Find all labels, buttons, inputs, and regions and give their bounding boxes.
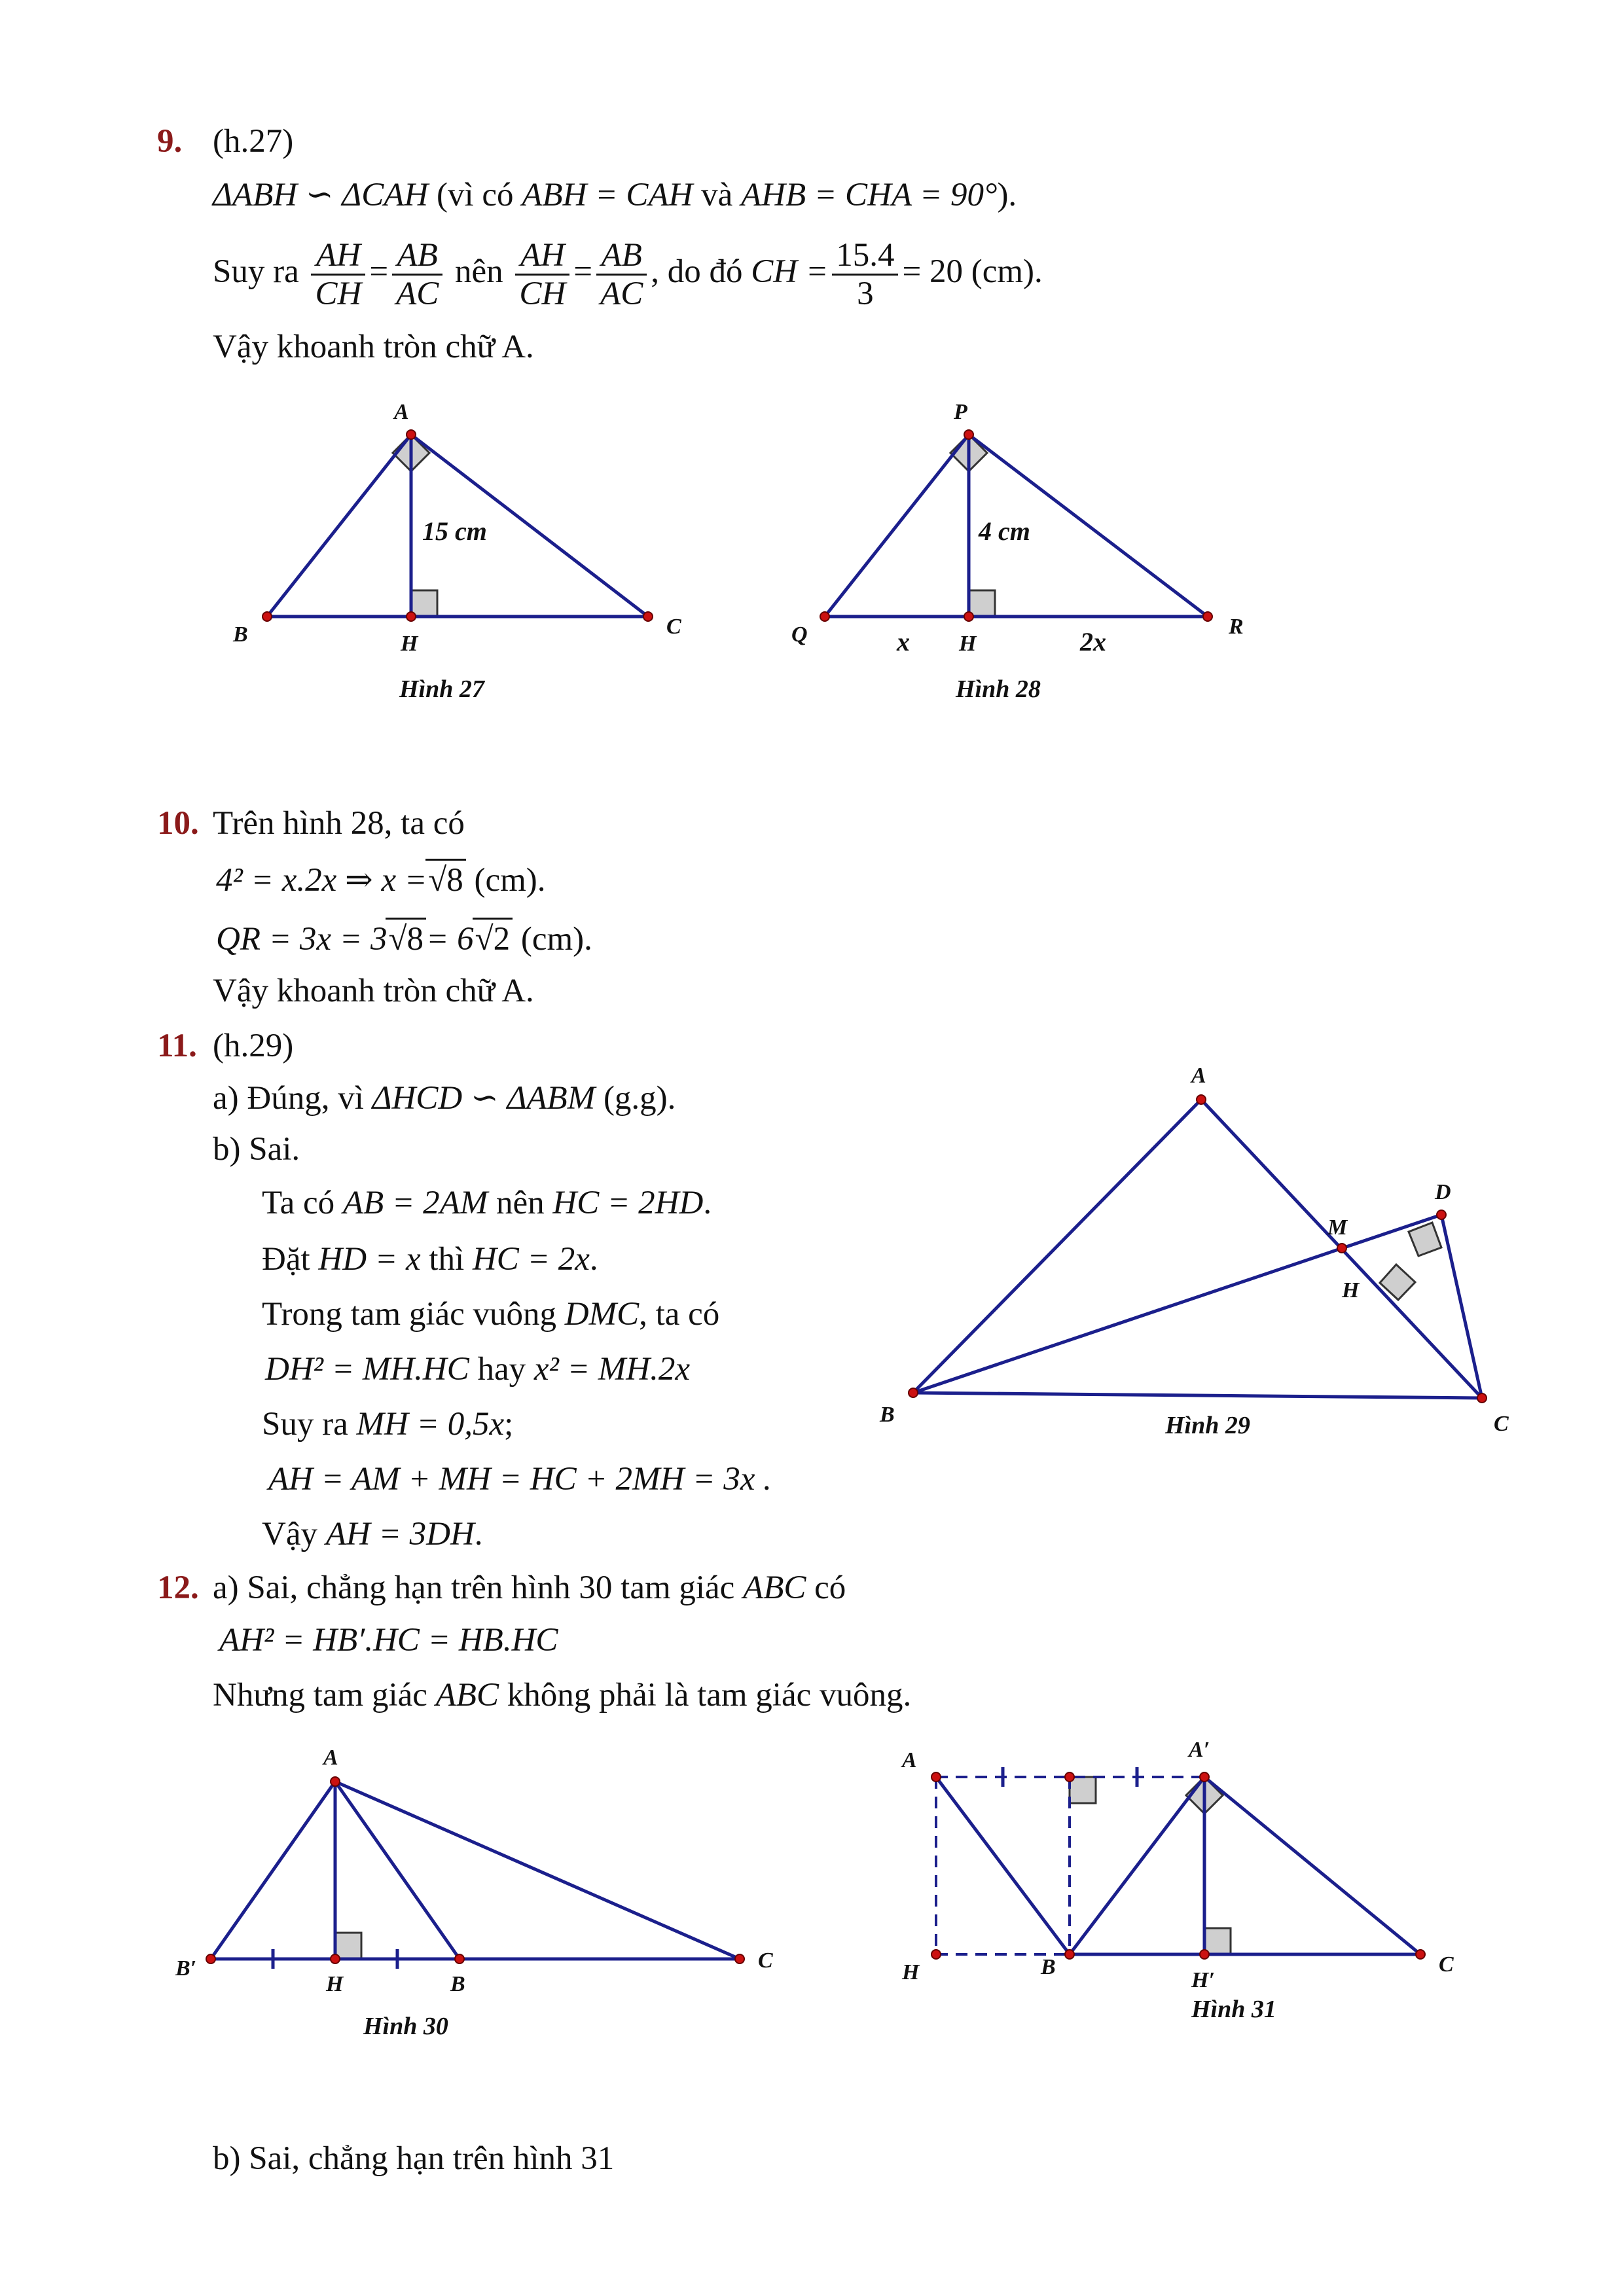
math: ABC <box>435 1677 499 1713</box>
equation-qr-2: = 6 <box>425 921 474 958</box>
math: AB = 2AM <box>342 1185 488 1221</box>
text: , ta có <box>639 1296 720 1333</box>
text: . <box>703 1185 712 1221</box>
similarity-statement: ΔHCD ∽ ΔABM <box>372 1080 596 1117</box>
segment-ab <box>936 1777 1070 1954</box>
math: HC = 2x <box>472 1241 590 1278</box>
problem-11-step-4 <box>265 1350 690 1389</box>
problem-10-conclusion: Vậy khoanh tròn chữ A. <box>213 973 534 1009</box>
point-b <box>1065 1950 1074 1959</box>
math: DH² = MH.HC <box>265 1351 469 1388</box>
point-h <box>931 1950 941 1959</box>
point-c <box>1477 1393 1487 1403</box>
caption-figure-30: Hình 30 <box>363 2013 448 2040</box>
problem-10-intro: Trên hình 28, ta có <box>213 805 465 842</box>
ch-equals: CH = <box>751 253 829 290</box>
problem-10-line-2 <box>216 859 546 900</box>
figure-27 <box>223 393 694 720</box>
text: a) Đúng, vì <box>213 1080 364 1117</box>
text: Suy ra <box>262 1406 348 1443</box>
caption-figure-28: Hình 28 <box>956 675 1041 703</box>
label-c: C <box>666 615 681 639</box>
text: . <box>474 1516 483 1552</box>
segment-pq <box>825 435 969 617</box>
caption-figure-27: Hình 27 <box>399 675 484 703</box>
problem-9-line-1 <box>213 175 1017 215</box>
label-h: H <box>959 632 977 656</box>
label-h1: H′ <box>1191 1968 1216 1992</box>
label-a: A <box>323 1746 338 1770</box>
figure-31 <box>884 1728 1499 2042</box>
label-b: B <box>233 622 248 647</box>
text: ; <box>504 1406 514 1443</box>
problem-9-line-2: Suy ra $\frac{AH}{CH}$ = $\frac{AB}{AC}$ nên $\frac{AH}{CH}$ = $\frac{AB}{AC}$ , do đó CH = $\frac{15.4}{3}$ = 20 (cm). <box>213 236 1043 312</box>
point-b <box>909 1388 918 1397</box>
segment-dc <box>1441 1215 1482 1398</box>
label-h: H <box>401 632 418 656</box>
right-angle-mark-h1 <box>1204 1928 1231 1954</box>
problem-11-step-6: AH = AM + MH = HC + 2MH = 3x . <box>268 1461 772 1498</box>
unit: (cm). <box>520 921 592 958</box>
point-a <box>406 430 416 439</box>
fraction-ab-ac-2: $\frac{AB}{AC}$ <box>596 237 647 312</box>
text: nên <box>496 1185 545 1221</box>
angle-equality: ABH = CAH <box>522 177 693 213</box>
problem-11-reference: (h.29) <box>213 1028 294 1064</box>
problem-11-step-7 <box>262 1515 483 1554</box>
equation-qr: QR = 3x = 3 <box>216 921 388 958</box>
text: có <box>814 1570 846 1606</box>
problem-10-line-3 <box>216 918 592 959</box>
unit: (cm). <box>971 253 1043 290</box>
point-a <box>931 1772 941 1782</box>
math: HC = 2HD <box>552 1185 704 1221</box>
label-p: P <box>954 400 967 424</box>
math: AH = 3DH <box>325 1516 475 1552</box>
label-b: B <box>450 1972 465 1996</box>
math: x² = MH.2x <box>533 1351 690 1388</box>
problem-9-conclusion: Vậy khoanh tròn chữ A. <box>213 329 534 365</box>
text: Suy ra <box>213 253 299 290</box>
caption-figure-29: Hình 29 <box>1165 1412 1250 1439</box>
text: Trong tam giác vuông <box>262 1296 557 1333</box>
label-q: Q <box>791 622 808 647</box>
measure-hr: 2x <box>1080 627 1106 656</box>
problem-12-part-a <box>213 1568 846 1607</box>
figure-28 <box>782 393 1267 720</box>
label-c: C <box>758 1948 773 1973</box>
problem-12-equation: AH² = HB′.HC = HB.HC <box>219 1622 558 1659</box>
point-c <box>643 612 653 621</box>
problem-12-note <box>213 1676 911 1715</box>
text: . <box>589 1241 598 1278</box>
label-r: R <box>1229 615 1244 639</box>
label-a: A <box>394 400 409 424</box>
label-d: D <box>1435 1180 1451 1204</box>
point-c <box>735 1954 744 1964</box>
text: hay <box>477 1351 526 1388</box>
measure-ph: 4 cm <box>979 516 1030 546</box>
segment-bc <box>913 1393 1482 1398</box>
point-a <box>1197 1095 1206 1104</box>
label-b: B <box>1041 1955 1056 1979</box>
fraction-15x4-over-3: $\frac{15.4}{3}$ <box>832 237 898 312</box>
point-h <box>331 1954 340 1964</box>
point-h <box>406 612 416 621</box>
math: MH = 0,5x <box>356 1406 505 1443</box>
segment-bd <box>913 1215 1441 1393</box>
problem-12-number: 12. <box>157 1570 199 1606</box>
text: Đặt <box>262 1241 310 1278</box>
text: nên <box>455 253 503 290</box>
problem-12-part-b: b) Sai, chẳng hạn trên hình 31 <box>213 2140 615 2177</box>
label-b1: B′ <box>175 1956 197 1981</box>
right-angle-mark-h <box>969 590 995 617</box>
point-h1 <box>1200 1950 1209 1959</box>
label-b: B <box>880 1403 895 1427</box>
unit: (cm). <box>474 862 546 899</box>
right-angle-equality: AHB = CHA = 90° <box>740 177 998 213</box>
text: Vậy <box>262 1516 317 1552</box>
equation-x: 4² = x.2x ⇒ x = <box>216 862 427 899</box>
measure-ah: 15 cm <box>422 516 487 546</box>
text: và <box>701 177 733 213</box>
similarity-statement: ΔABH ∽ ΔCAH <box>213 177 429 213</box>
math: DMC <box>564 1296 640 1333</box>
point-b <box>262 612 272 621</box>
problem-11-number: 11. <box>157 1028 197 1064</box>
point-a <box>331 1777 340 1786</box>
problem-10-number: 10. <box>157 805 199 842</box>
figure-30 <box>164 1734 792 2049</box>
result: = 20 <box>902 253 963 290</box>
sqrt-8: √8 <box>386 918 426 959</box>
segment-ab <box>913 1100 1201 1393</box>
point-p <box>964 430 973 439</box>
figure-29 <box>864 1060 1532 1453</box>
text: (vì có <box>436 177 514 213</box>
point-b <box>455 1954 464 1964</box>
label-a: A <box>902 1748 917 1772</box>
fraction-ab-ac: $\frac{AB}{AC}$ <box>392 237 442 312</box>
right-angle-mark-d <box>1409 1223 1441 1256</box>
label-m: M <box>1327 1215 1348 1240</box>
sqrt-8: √8 <box>425 859 466 900</box>
problem-11-part-b: b) Sai. <box>213 1131 300 1168</box>
caption-figure-31: Hình 31 <box>1191 1996 1276 2023</box>
label-c: C <box>1439 1952 1454 1977</box>
text: Nhưng tam giác <box>213 1677 427 1713</box>
sqrt-2: √2 <box>473 918 513 959</box>
problem-9-reference: (h.27) <box>213 123 294 160</box>
segment-ab1 <box>211 1782 335 1959</box>
label-a: A <box>1191 1064 1206 1088</box>
problem-11-step-5 <box>262 1405 513 1444</box>
point-r <box>1203 612 1212 621</box>
math: HD = x <box>318 1241 421 1278</box>
segment-a1c <box>1204 1777 1420 1954</box>
text: thì <box>429 1241 465 1278</box>
point-c <box>1416 1950 1425 1959</box>
point-b1 <box>206 1954 215 1964</box>
text: a) Sai, chẳng hạn trên hình 30 tam giác <box>213 1570 735 1606</box>
fraction-ah-ch: $\frac{AH}{CH}$ <box>311 237 365 312</box>
label-c: C <box>1494 1412 1509 1436</box>
text: Ta có <box>262 1185 335 1221</box>
problem-11-step-3 <box>262 1295 719 1334</box>
point-m <box>1337 1244 1346 1253</box>
point-d <box>1437 1210 1446 1219</box>
label-a1: A′ <box>1189 1738 1210 1762</box>
problem-9-number: 9. <box>157 123 183 160</box>
point-h <box>964 612 973 621</box>
segment-ab <box>267 435 411 617</box>
label-h: H <box>326 1972 344 1996</box>
right-angle-mark-h <box>411 590 437 617</box>
problem-11-part-a <box>213 1079 676 1118</box>
measure-qh: x <box>897 627 910 656</box>
text: không phải là tam giác vuông. <box>507 1677 912 1713</box>
point-q <box>820 612 829 621</box>
label-h: H <box>902 1960 920 1984</box>
text: (g.g). <box>603 1080 676 1117</box>
right-angle-mark-h <box>335 1933 361 1959</box>
point-top-middle <box>1065 1772 1074 1782</box>
problem-11-step-1 <box>262 1183 712 1223</box>
point-a1 <box>1200 1772 1209 1782</box>
right-angle-mark-top <box>1070 1777 1096 1803</box>
fraction-ah-ch-2: $\frac{AH}{CH}$ <box>515 237 569 312</box>
math: ABC <box>743 1570 806 1606</box>
problem-11-step-2 <box>262 1240 598 1279</box>
text: ). <box>997 177 1017 213</box>
text: , do đó <box>651 253 743 290</box>
label-h: H <box>1342 1278 1360 1302</box>
